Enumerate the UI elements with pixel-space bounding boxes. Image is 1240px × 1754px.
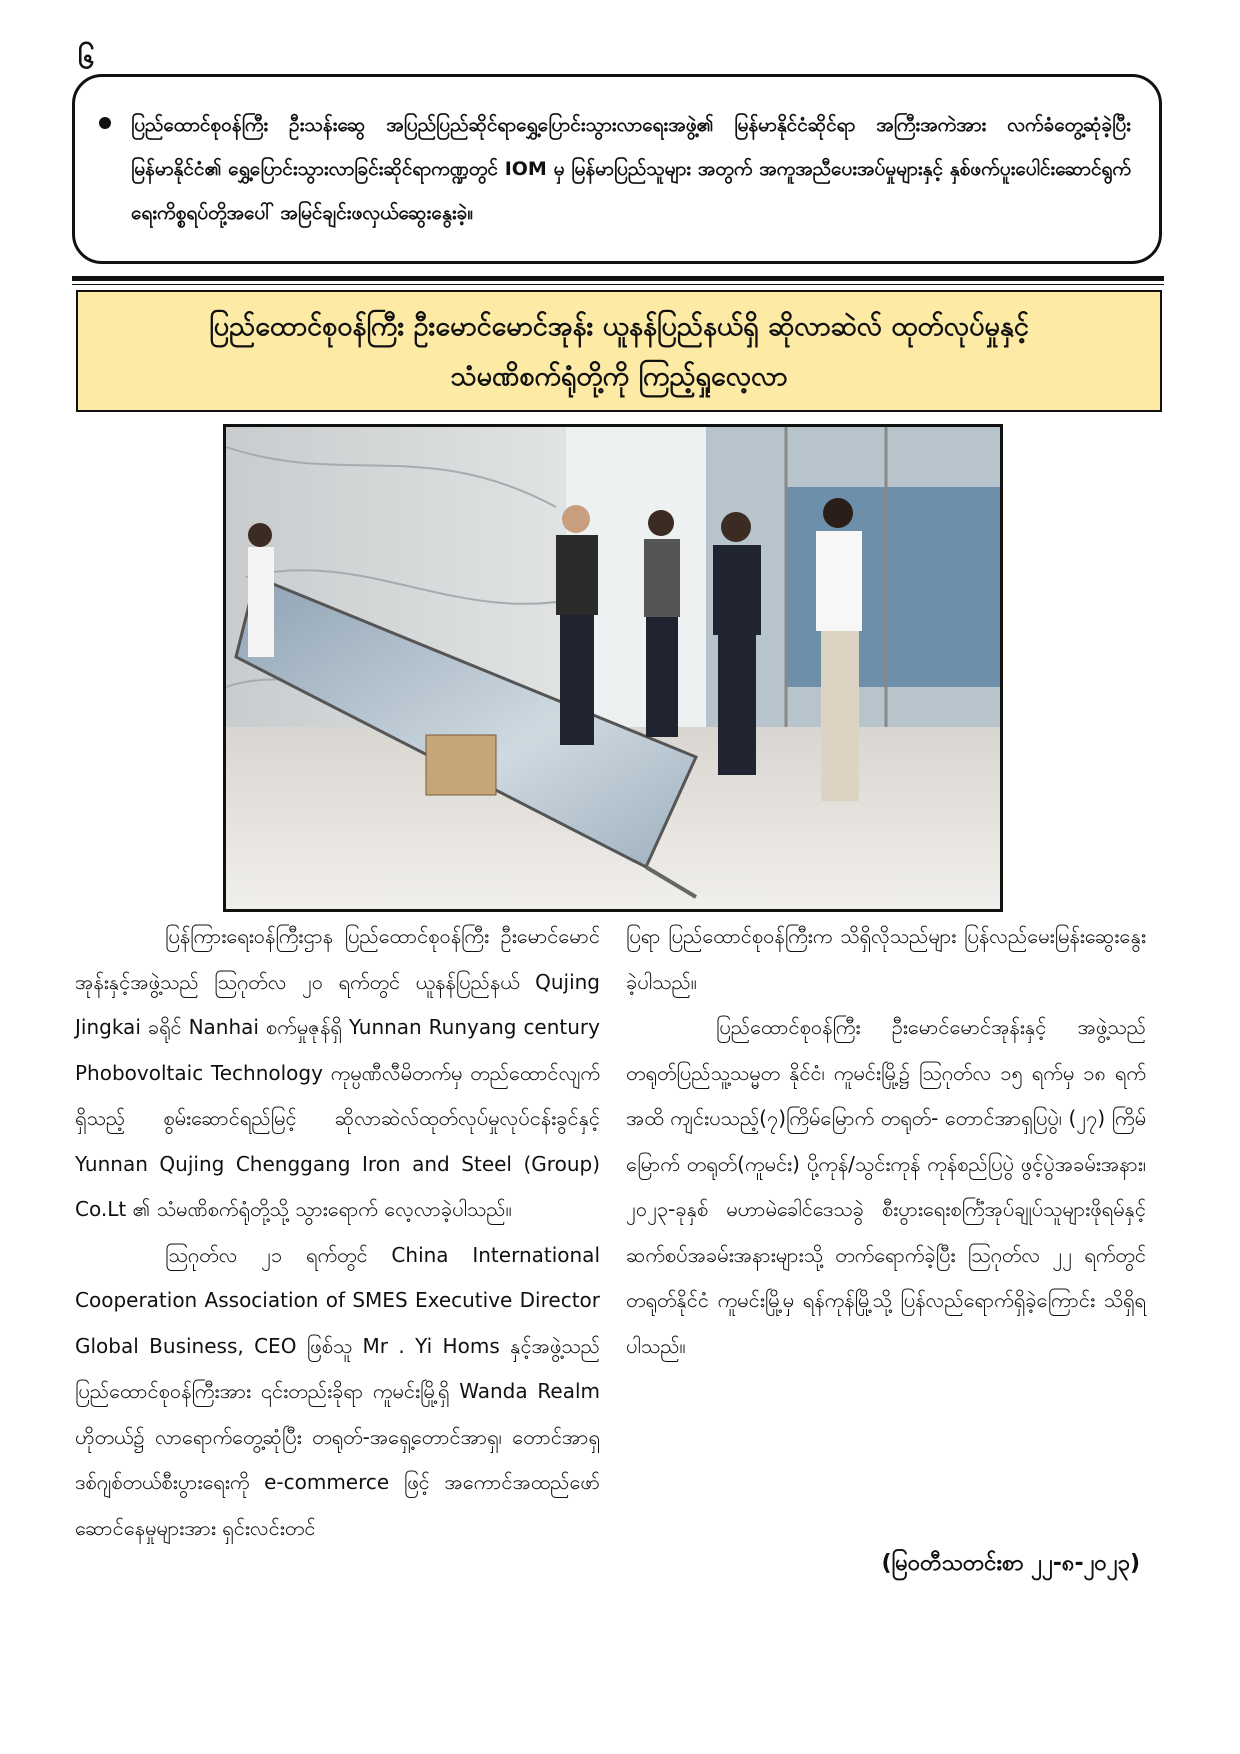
headline-line-1: ပြည်ထောင်စုဝန်ကြီး ဦးမောင်မောင်အုန်း ယူနန်ပြည်နယ်ရှိ ဆိုလာဆဲလ် ထုတ်လုပ်မှုနှင့်: [209, 311, 1029, 342]
news-photo: [223, 424, 1003, 912]
headline-line-2: သံမဏိစက်ရုံတို့ကို ကြည့်ရှုလေ့လာ: [450, 361, 788, 392]
divider-thin: [72, 284, 1164, 285]
divider-thick: [72, 276, 1164, 281]
page-number: ၆: [78, 41, 95, 76]
article-paragraph: ပြန်ကြားရေးဝန်ကြီးဌာန ပြည်ထောင်စုဝန်ကြီး ဦးမောင်မောင်အုန်းနှင့်အဖွဲ့သည် ဩဂုတ်လ ၂၀ ရက်တွင် ယူနန်ပြည်နယ် Qujing Jingkai ခရိုင် Nanhai စက်မှုဇုန်ရှိ Yunnan Runyang century Phobovoltaic Technology ကုမ္ပဏီလီမိတက်မှ တည်ထောင်လျက်ရှိသည့် စွမ်းဆောင်ရည်မြင့် ဆိုလာဆဲလ်ထုတ်လုပ်မှုလုပ်ငန်းခွင်နှင့် Yunnan Qujing Chenggang Iron and Steel (Group) Co.Lt ၏ သံမဏိစက်ရုံတို့သို့ သွားရောက် လေ့လာခဲ့ပါသည်။: [75, 924, 600, 1221]
source-credit: (မြဝတီသတင်းစာ ၂၂-၈-၂၀၂၃): [881, 1551, 1140, 1576]
article-paragraph: ပြရာ ပြည်ထောင်စုဝန်ကြီးက သိရှိလိုသည်များ ပြန်လည်မေးမြန်းဆွေးနွေးခဲ့ပါသည်။: [626, 924, 1146, 994]
article-paragraph: ဩဂုတ်လ ၂၁ ရက်တွင် China International Cooperation Association of SMES Executive Director Global Business, CEO ဖြစ်သူ Mr . Yi Homs နှင့်အဖွဲ့သည် ပြည်ထောင်စုဝန်ကြီးအား ၎င်းတည်းခိုရာ ကူမင်းမြို့ရှိ Wanda Realm ဟိုတယ်၌ လာရောက်တွေ့ဆုံပြီး တရုတ်-အရှေ့တောင်အာရှ၊ တောင်အာရှ ဒစ်ဂျစ်တယ်စီးပွားရေးကို e-commerce ဖြင့် အကောင်အထည်ဖော်ဆောင်နေမှုများအား ရှင်းလင်းတင်: [75, 1242, 600, 1540]
summary-text: ပြည်ထောင်စုဝန်ကြီး ဦးသန်းဆွေ အပြည်ပြည်ဆိုင်ရာရွှေ့ပြောင်းသွားလာရေးအဖွဲ့၏ မြန်မာနိုင်ငံဆိုင်ရာ အကြီးအကဲအား လက်ခံတွေ့ဆုံခဲ့ပြီး မြန်မာနိုင်ငံ၏ ရွှေ့ပြောင်းသွားလာခြင်းဆိုင်ရာကဏ္ဍတွင် IOM မှ မြန်မာပြည်သူများ အတွက် အကူအညီပေးအပ်မှုများနှင့် နှစ်ဖက်ပူးပေါင်းဆောင်ရွက်ရေးကိစ္စရပ်တို့အပေါ် အမြင်ချင်းဖလှယ်ဆွေးနွေးခဲ့။: [131, 114, 1131, 224]
article-column-right: [626, 914, 1146, 1369]
article-paragraph: ပြည်ထောင်စုဝန်ကြီး ဦးမောင်မောင်အုန်းနှင့် အဖွဲ့သည် တရုတ်ပြည်သူ့သမ္မတ နိုင်ငံ၊ ကူမင်းမြို့၌ ဩဂုတ်လ ၁၅ ရက်မှ ၁၈ ရက်အထိ ကျင်းပသည့်(၇)ကြိမ်မြောက် တရုတ်- တောင်အာရှပြပွဲ၊ (၂၇) ကြိမ်မြောက် တရုတ်(ကူမင်း) ပို့ကုန်/သွင်းကုန် ကုန်စည်ပြပွဲ ဖွင့်ပွဲအခမ်းအနား၊ ၂၀၂၃-ခုနှစ် မဟာမဲခေါင်ဒေသခွဲ စီးပွားရေးစင်္ကြံအုပ်ချုပ်သူများဖိုရမ်နှင့် ဆက်စပ်အခမ်းအနားများသို့ တက်ရောက်ခဲ့ပြီး ဩဂုတ်လ ၂၂ ရက်တွင် တရုတ်နိုင်ငံ ကူမင်းမြို့မှ ရန်ကုန်မြို့သို့ ပြန်လည်ရောက်ရှိခဲ့ကြောင်း သိရှိရပါသည်။: [626, 1015, 1146, 1358]
summary-box: [72, 74, 1162, 264]
headline-banner: [76, 290, 1162, 412]
photo-illustration: [226, 427, 1000, 909]
article-column-left: [75, 914, 600, 1551]
bullet-icon: [99, 117, 111, 129]
